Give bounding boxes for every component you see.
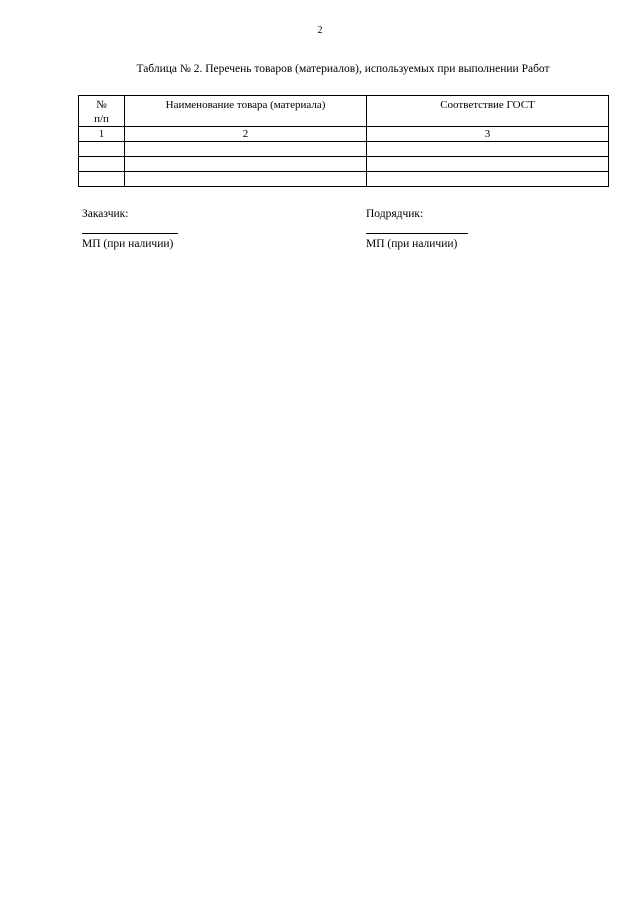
header-goods-name-label: Наименование товара (материала): [165, 99, 326, 111]
table-cell: [79, 157, 125, 172]
header-gost: [367, 96, 609, 127]
header-number: [79, 96, 125, 127]
customer-signature-block: [82, 207, 178, 251]
header-number-line2: п/п: [94, 113, 109, 125]
table-row: [79, 157, 609, 172]
customer-signature-line: [82, 221, 178, 234]
contractor-signature-line: [366, 221, 468, 234]
header-goods-name: [125, 96, 367, 127]
table-cell: [125, 142, 367, 157]
header-number-line1: №: [96, 99, 107, 111]
table-row: [79, 142, 609, 157]
customer-stamp-note: МП (при наличии): [82, 238, 174, 250]
table-cell: [367, 172, 609, 187]
column-number-row: [79, 127, 609, 142]
header-gost-label: Соответствие ГОСТ: [440, 99, 535, 111]
table-row: [79, 172, 609, 187]
table-cell: [125, 172, 367, 187]
table-caption: Таблица № 2. Перечень товаров (материалов), используемых при выполнении Работ: [136, 63, 550, 75]
column-number-cell: 3: [367, 127, 609, 142]
page-number: 2: [317, 25, 323, 36]
column-number-cell: 1: [79, 127, 125, 142]
contractor-signature-block: [366, 207, 468, 251]
table-cell: [125, 157, 367, 172]
table-cell: [79, 172, 125, 187]
customer-label: Заказчик:: [82, 208, 129, 220]
goods-table: [78, 95, 609, 187]
table-header-row: [79, 96, 609, 127]
table-cell: [79, 142, 125, 157]
column-number-cell: 2: [125, 127, 367, 142]
contractor-label: Подрядчик:: [366, 208, 424, 220]
table-cell: [367, 142, 609, 157]
table-cell: [367, 157, 609, 172]
contractor-stamp-note: МП (при наличии): [366, 238, 458, 250]
